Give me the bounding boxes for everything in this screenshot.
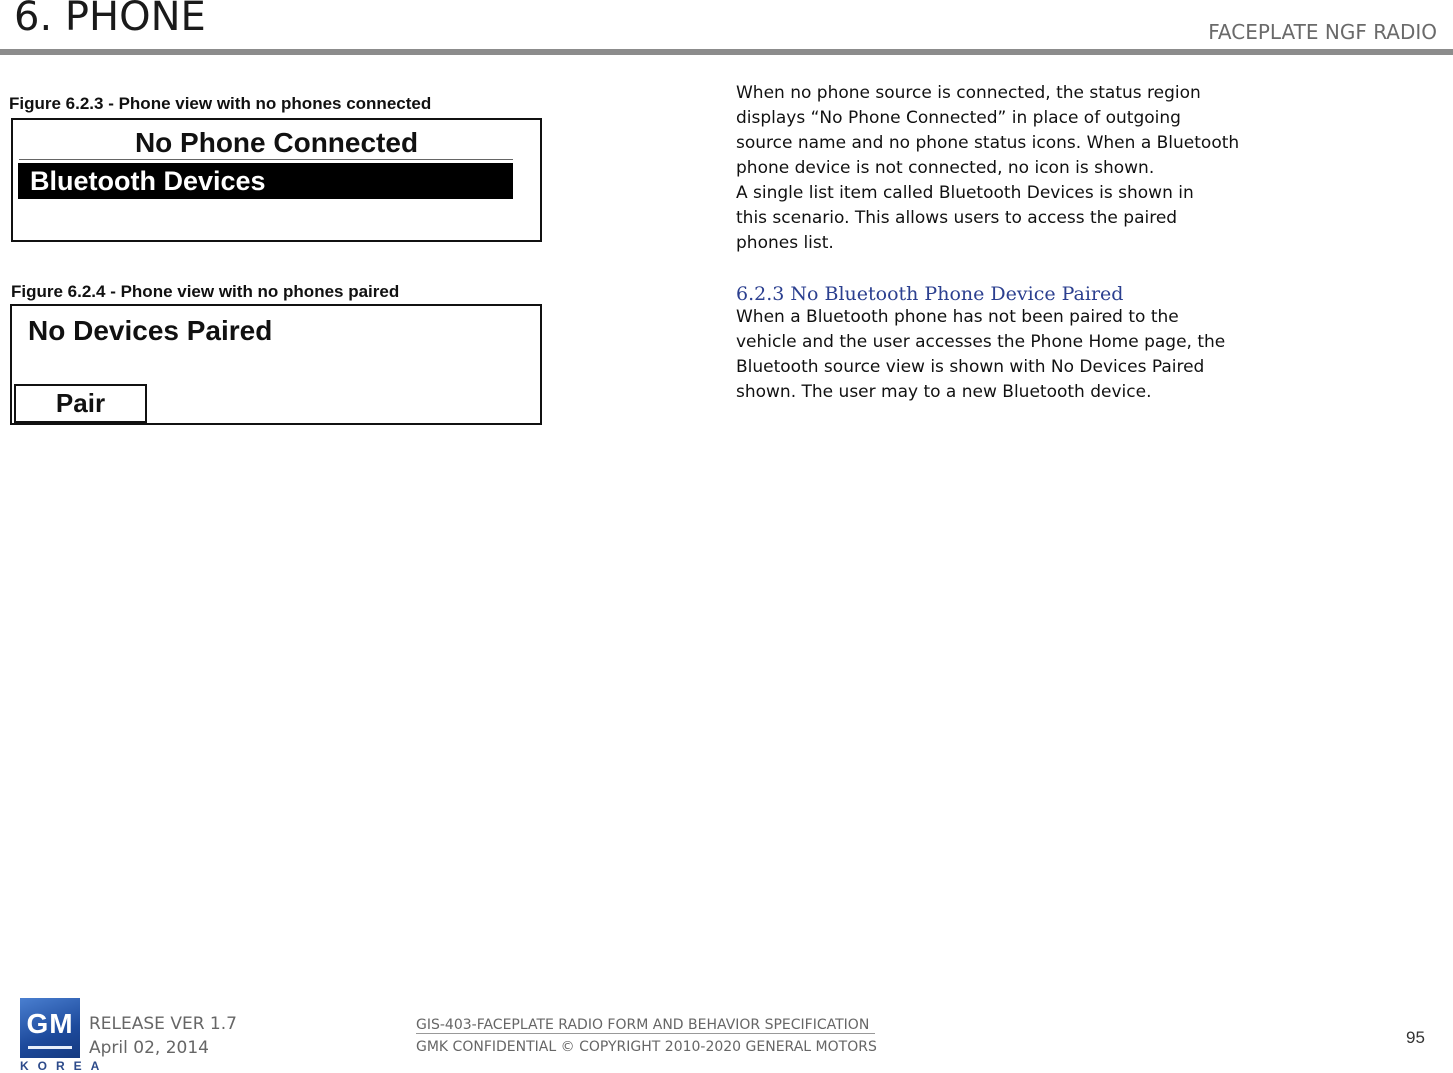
screen-title-divider bbox=[19, 159, 513, 160]
text-line: When a Bluetooth phone has not been paired to the bbox=[736, 307, 1179, 327]
header-divider bbox=[0, 49, 1453, 55]
section-title: 6. PHONE bbox=[14, 0, 206, 40]
release-date: April 02, 2014 bbox=[89, 1038, 209, 1058]
description-paragraph-1 bbox=[736, 81, 1296, 256]
text-line: source name and no phone status icons. When a Bluetooth bbox=[736, 133, 1240, 153]
text-line: Bluetooth source view is shown with No Devices Paired bbox=[736, 357, 1205, 377]
spec-info bbox=[416, 1014, 877, 1058]
release-info bbox=[89, 1012, 237, 1060]
text-line: A single list item called Bluetooth Devices is shown in bbox=[736, 183, 1194, 203]
description-paragraph-2 bbox=[736, 305, 1296, 405]
text-line: shown. The user may to a new Bluetooth device. bbox=[736, 382, 1152, 402]
document-label: FACEPLATE NGF RADIO bbox=[1208, 20, 1437, 44]
gm-logo-underline bbox=[28, 1046, 72, 1049]
text-line: When no phone source is connected, the status region bbox=[736, 83, 1201, 103]
spec-title: GIS-403-FACEPLATE RADIO FORM AND BEHAVIOR SPECIFICATION bbox=[416, 1017, 875, 1034]
release-version: RELEASE VER 1.7 bbox=[89, 1014, 237, 1034]
figure-6-2-4-screen bbox=[10, 304, 542, 425]
section-subheading: 6.2.3 No Bluetooth Phone Device Paired bbox=[736, 283, 1124, 305]
pair-button[interactable]: Pair bbox=[14, 384, 147, 423]
figure-6-2-3-screen bbox=[11, 118, 542, 242]
figure-6-2-3-caption: Figure 6.2.3 - Phone view with no phones connected bbox=[9, 94, 432, 113]
screen-status-title: No Phone Connected bbox=[134, 127, 419, 158]
gm-logo-text: GM bbox=[26, 1008, 74, 1039]
text-line: vehicle and the user accesses the Phone Home page, the bbox=[736, 332, 1226, 352]
text-line: this scenario. This allows users to access the paired bbox=[736, 208, 1178, 228]
gm-korea-label: KOREA bbox=[20, 1059, 109, 1073]
text-line: phones list. bbox=[736, 233, 834, 253]
figure-6-2-4-caption: Figure 6.2.4 - Phone view with no phones paired bbox=[11, 282, 400, 301]
text-line: phone device is not connected, no icon is shown. bbox=[736, 158, 1155, 178]
list-item-bluetooth-devices[interactable]: Bluetooth Devices bbox=[18, 163, 513, 199]
page-number: 95 bbox=[1406, 1028, 1425, 1047]
copyright-notice: GMK CONFIDENTIAL © COPYRIGHT 2010-2020 GENERAL MOTORS bbox=[416, 1039, 877, 1055]
text-line: displays “No Phone Connected” in place of outgoing bbox=[736, 108, 1181, 128]
gm-logo bbox=[20, 998, 80, 1058]
screen-status-title: No Devices Paired bbox=[28, 315, 273, 346]
